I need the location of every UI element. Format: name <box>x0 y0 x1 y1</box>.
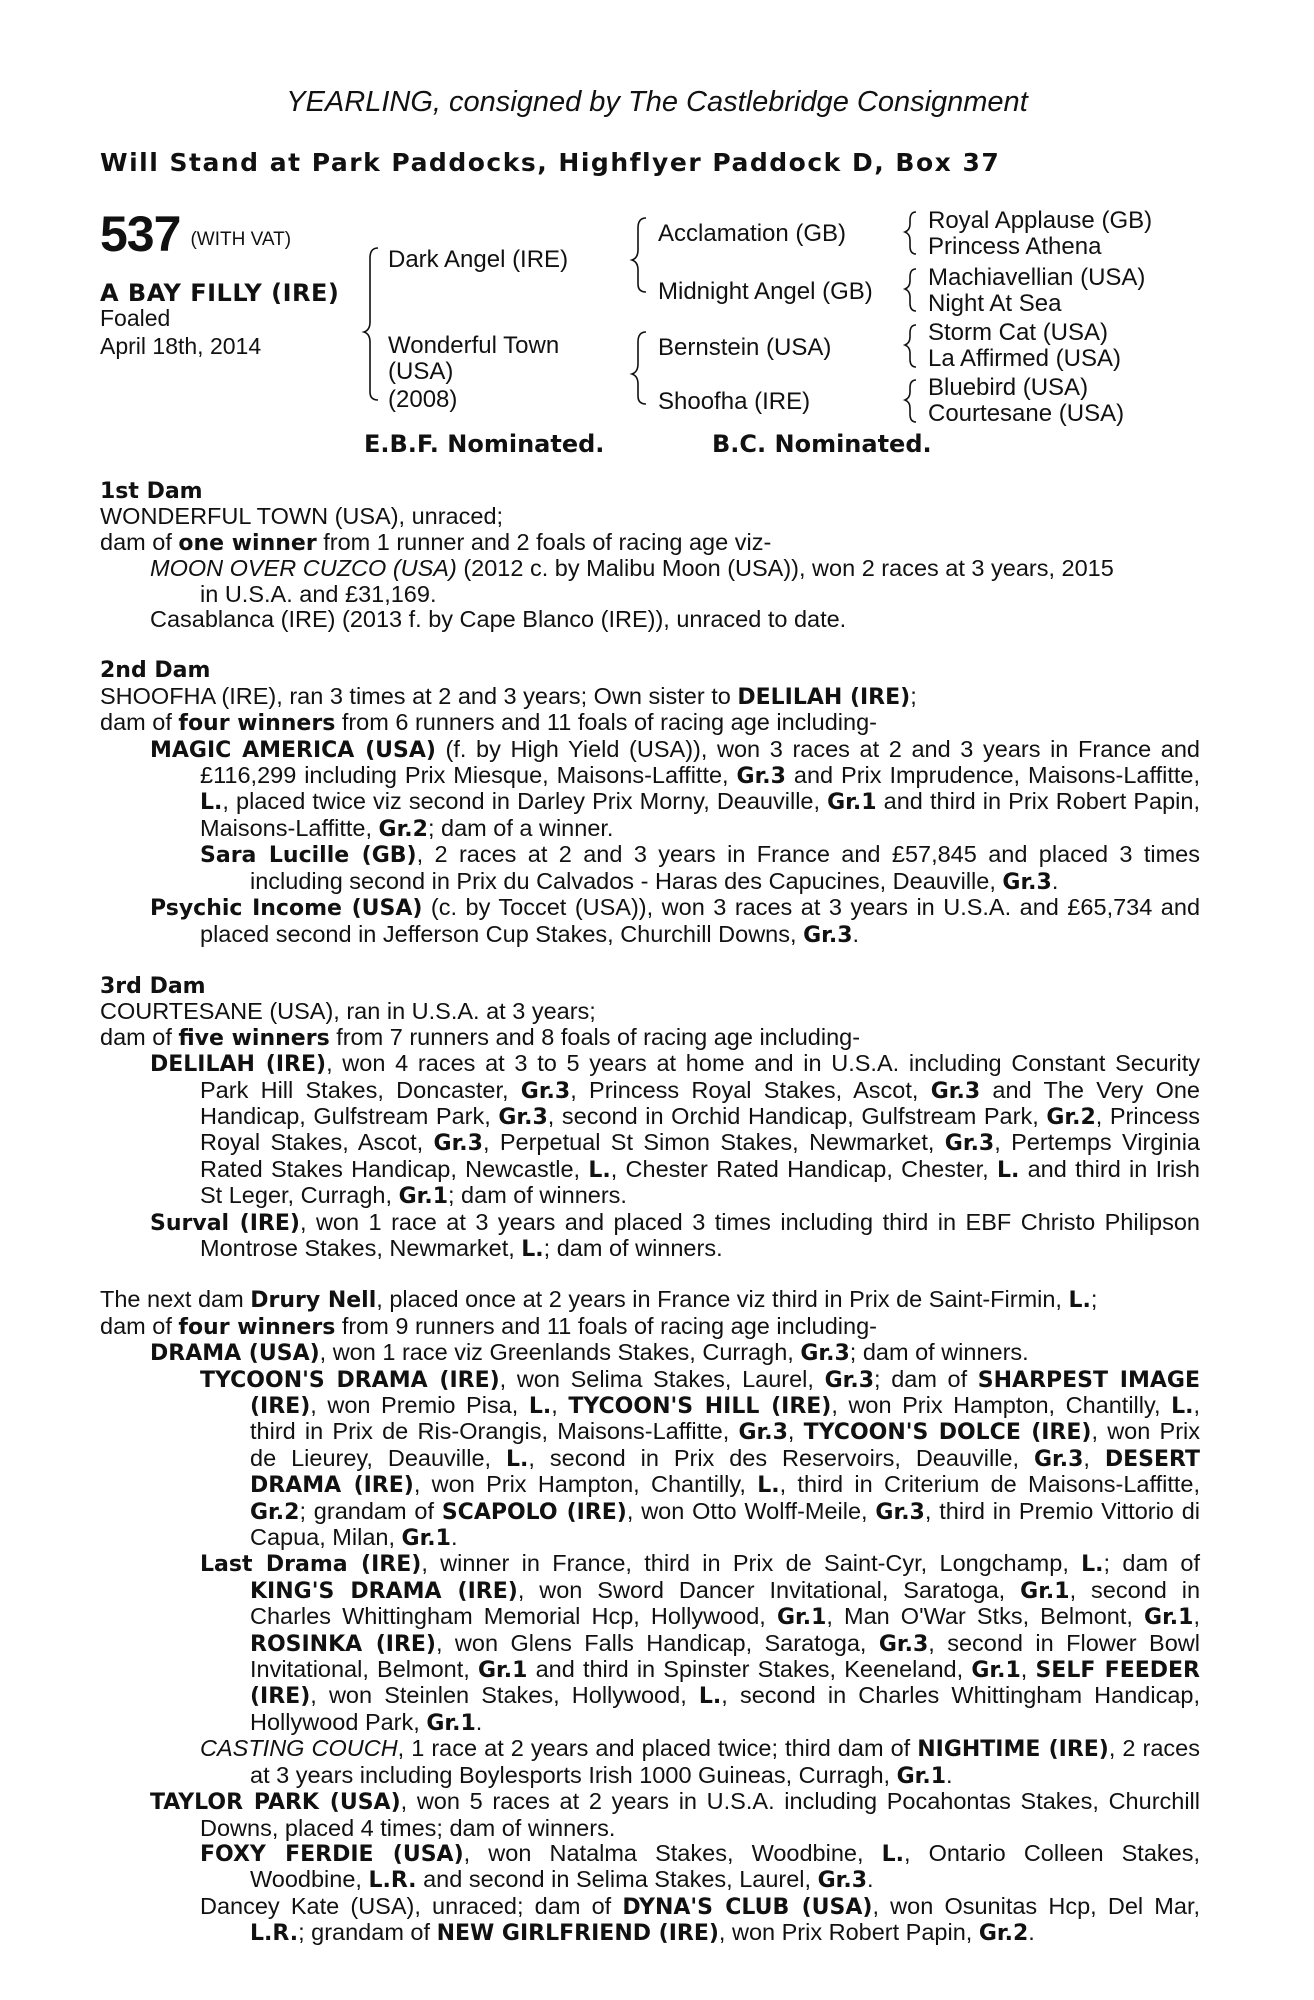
second-dam-line: SHOOFHA (IRE), ran 3 times at 2 and 3 years; Own sister to DELILAH (IRE); <box>100 682 917 710</box>
sire-name: Dark Angel (IRE) <box>388 246 569 273</box>
dam-name-line2: (USA) <box>388 358 454 385</box>
ebf-nominated: E.B.F. Nominated. <box>364 430 605 458</box>
produce-record: Last Drama (IRE), winner in France, third in Prix de Saint-Cyr, Longchamp, L.; dam of KING'S DRAMA (IRE), won Sword Dancer Invitational, Saratoga, Gr.1, second in Charles Whittingham Memorial Hcp, Hollywood, Gr.1, Man O'War Stks, Belmont, Gr.1, ROSINKA (IRE), won Glens Falls Handicap, Saratoga, Gr.3, second in Flower Bowl Invitational, Belmont, Gr.1 and third in Spinster Stakes, Keeneland, Gr.1, SELF FEEDER (IRE), won Steinlen Stakes, Hollywood, L., second in Charles Whittingham Handicap, Hollywood Park, Gr.1. <box>200 1550 1201 1736</box>
sire-sire: Acclamation (GB) <box>658 220 847 247</box>
gen3-dd-dam: Courtesane (USA) <box>928 400 1125 427</box>
produce-record: CASTING COUCH, 1 race at 2 years and placed twice; third dam of NIGHTIME (IRE), 2 races at 3 years including Boylesports Irish 1000 Guineas, Curragh, Gr.1. <box>200 1735 1200 1789</box>
third-dam-line: COURTESANE (USA), ran in U.S.A. at 3 years; <box>100 998 596 1025</box>
produce-record: Casablanca (IRE) (2013 f. by Cape Blanco (IRE)), unraced to date. <box>150 606 847 633</box>
first-dam-summary: dam of one winner from 1 runner and 2 foals of racing age viz- <box>100 528 772 556</box>
produce-record: MOON OVER CUZCO (USA) (2012 c. by Malibu Moon (USA)), won 2 races at 3 years, 2015 <box>150 555 1114 582</box>
dam-name-line3: (2008) <box>388 386 458 413</box>
gen3-ss-sire: Royal Applause (GB) <box>928 207 1153 234</box>
produce-record: Surval (IRE), won 1 race at 3 years and placed 3 times including third in EBF Christo Philipson Montrose Stakes, Newmarket, L.; dam of winners. <box>150 1208 1200 1262</box>
lot-number-value: 537 <box>100 206 181 262</box>
second-dam-title: 2nd Dam <box>100 658 211 684</box>
first-dam-title: 1st Dam <box>100 479 203 504</box>
gen3-ss-dam: Princess Athena <box>928 233 1102 260</box>
next-dam-line: The next dam Drury Nell, placed once at 2 years in France viz third in Prix de Saint-Firmin, L.; <box>100 1286 1098 1314</box>
gen3-dd-sire: Bluebird (USA) <box>928 374 1089 401</box>
sire-dam: Midnight Angel (GB) <box>658 278 873 305</box>
catalogue-body <box>100 478 1200 1947</box>
produce-record: Dancey Kate (USA), unraced; dam of DYNA'S CLUB (USA), won Osunitas Hcp, Del Mar, L.R.; grandam of NEW GIRLFRIEND (IRE), won Prix Robert Papin, Gr.2. <box>200 1892 1200 1947</box>
stand-location: Will Stand at Park Paddocks, Highflyer Paddock D, Box 37 <box>100 148 1001 177</box>
produce-record: MAGIC AMERICA (USA) (f. by High Yield (USA)), won 3 races at 2 and 3 years in France and £116,299 including Prix Miesque, Maisons-Laffitte, Gr.3 and Prix Imprudence, Maisons-Laffitte, L., placed twice viz second in Darley Prix Morny, Deauville, Gr.1 and third in Prix Robert Papin, Maisons-Laffitte, Gr.2; dam of a winner. <box>150 735 1201 842</box>
vat-note: (WITH VAT) <box>190 229 292 250</box>
foaled-date: April 18th, 2014 <box>100 333 262 359</box>
produce-record: Sara Lucille (GB), 2 races at 2 and 3 years in France and £57,845 and placed 3 times including second in Prix du Calvados - Haras des Capucines, Deauville, Gr.3. <box>200 841 1201 895</box>
dam-name-line1: Wonderful Town <box>388 332 560 359</box>
second-dam-summary: dam of four winners from 6 runners and 11 foals of racing age including- <box>100 709 877 737</box>
first-dam-line: WONDERFUL TOWN (USA), unraced; <box>100 503 504 530</box>
dam-dam: Shoofha (IRE) <box>658 388 811 415</box>
gen3-ds-sire: Storm Cat (USA) <box>928 319 1109 346</box>
dam-sire: Bernstein (USA) <box>658 334 832 361</box>
gen3-sd-sire: Machiavellian (USA) <box>928 264 1146 291</box>
produce-record-cont: in U.S.A. and £31,169. <box>200 580 437 607</box>
produce-record: DRAMA (USA), won 1 race viz Greenlands Stakes, Curragh, Gr.3; dam of winners. <box>150 1339 1029 1367</box>
foaled-label: Foaled <box>100 305 171 331</box>
produce-record: FOXY FERDIE (USA), won Natalma Stakes, Woodbine, L., Ontario Colleen Stakes, Woodbine, L.R. and second in Selima Stakes, Laurel, Gr.3. <box>200 1839 1200 1894</box>
produce-record: TYCOON'S DRAMA (IRE), won Selima Stakes, Laurel, Gr.3; dam of SHARPEST IMAGE (IRE), won Premio Pisa, L., TYCOON'S HILL (IRE), won Prix Hampton, Chantilly, L., third in Prix de Ris-Orangis, Maisons-Laffitte, Gr.3, TYCOON'S DOLCE (IRE), won Prix de Lieurey, Deauville, L., second in Prix des Reservoirs, Deauville, Gr.3, DESERT DRAMA (IRE), won Prix Hampton, Chantilly, L., third in Criterium de Maisons-Laffitte, Gr.2; grandam of SCAPOLO (IRE), won Otto Wolff-Meile, Gr.3, third in Premio Vittorio di Capua, Milan, Gr.1. <box>200 1365 1201 1552</box>
produce-record: Psychic Income (USA) (c. by Toccet (USA)), won 3 races at 3 years in U.S.A. and £65,734 and placed second in Jefferson Cup Stakes, Churchill Downs, Gr.3. <box>150 894 1201 948</box>
catalogue-heading: YEARLING, consigned by The Castlebridge Consignment <box>286 86 1028 118</box>
third-dam-summary: dam of five winners from 7 runners and 8 foals of racing age including- <box>100 1023 861 1051</box>
bc-nominated: B.C. Nominated. <box>712 430 932 458</box>
gen3-sd-dam: Night At Sea <box>928 290 1062 317</box>
next-dam-summary: dam of four winners from 9 runners and 11 foals of racing age including- <box>100 1312 877 1340</box>
produce-record: DELILAH (IRE), won 4 races at 3 to 5 years at home and in U.S.A. including Constant Security Park Hill Stakes, Doncaster, Gr.3, Princess Royal Stakes, Ascot, Gr.3 and The Very One Handicap, Gulfstream Park, Gr.3, second in Orchid Handicap, Gulfstream Park, Gr.2, Princess Royal Stakes, Ascot, Gr.3, Perpetual St Simon Stakes, Newmarket, Gr.3, Pertemps Virginia Rated Stakes Handicap, Newcastle, L., Chester Rated Handicap, Chester, L. and third in Irish St Leger, Curragh, Gr.1; dam of winners. <box>150 1050 1200 1210</box>
gen3-ds-dam: La Affirmed (USA) <box>928 345 1121 372</box>
third-dam-title: 3rd Dam <box>100 973 206 999</box>
lot-name: A BAY FILLY (IRE) <box>100 279 340 307</box>
produce-record: TAYLOR PARK (USA), won 5 races at 2 years in U.S.A. including Pocahontas Stakes, Churchill Downs, placed 4 times; dam of winners. <box>150 1788 1200 1841</box>
